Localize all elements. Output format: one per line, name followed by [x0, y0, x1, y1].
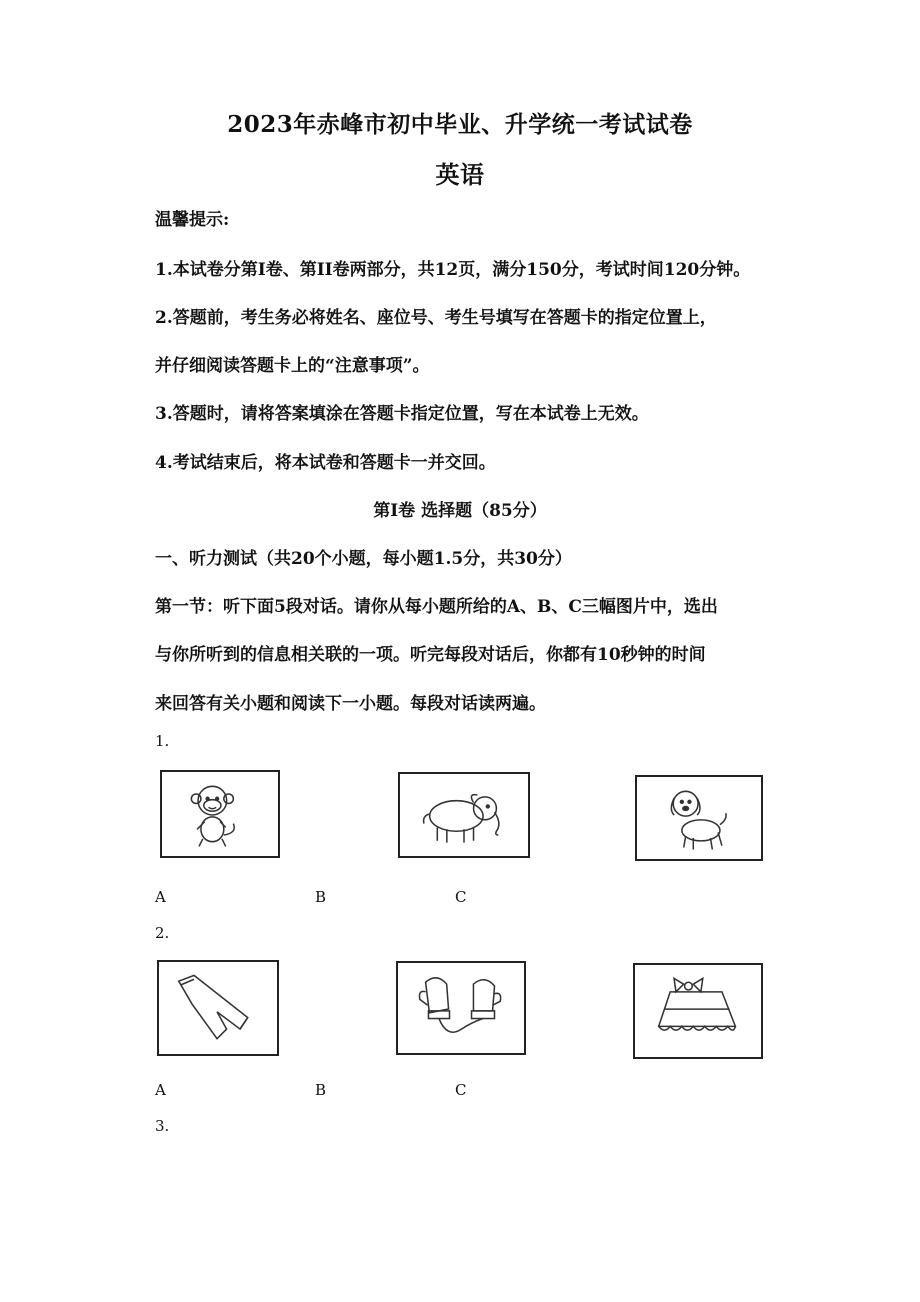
notice-item-2: 2.答题前，考生务必将姓名、座位号、考生号填写在答题卡的指定位置上， — [155, 308, 717, 328]
mittens-icon — [398, 963, 524, 1053]
dog-icon — [637, 777, 761, 859]
q1-option-c[interactable]: C — [455, 888, 467, 906]
q1-option-a[interactable]: A — [155, 888, 166, 906]
notice-item-4: 4.考试结束后，将本试卷和答题卡一并交回。 — [155, 453, 496, 473]
q2-picture-b[interactable] — [396, 961, 526, 1055]
instruction-line-2: 与你所听到的信息相关联的一项。听完每段对话后，你都有10秒钟的时间 — [155, 645, 706, 665]
instruction-line-3: 来回答有关小题和阅读下一小题。每段对话读两遍。 — [155, 694, 546, 714]
elephant-icon — [400, 774, 528, 856]
monkey-icon — [162, 772, 278, 856]
subject-title: 英语 — [435, 160, 485, 189]
trousers-icon — [159, 962, 277, 1054]
q2-picture-a[interactable] — [157, 960, 279, 1056]
listening-title: 一、听力测试（共20个小题，每小题1.5分，共30分） — [155, 549, 572, 569]
q2-option-c[interactable]: C — [455, 1081, 467, 1099]
notice-item-3: 3.答题时，请将答案填涂在答题卡指定位置，写在本试卷上无效。 — [155, 404, 649, 424]
q2-option-a[interactable]: A — [155, 1081, 166, 1099]
exam-title: 2023年赤峰市初中毕业、升学统一考试试卷 — [227, 111, 693, 138]
q1-option-b[interactable]: B — [315, 888, 327, 906]
notice-item-2-cont: 并仔细阅读答题卡上的“注意事项”。 — [155, 356, 430, 376]
q1-picture-b[interactable] — [398, 772, 530, 858]
q2-option-b[interactable]: B — [315, 1081, 327, 1099]
part-title: 第I卷 选择题（85分） — [373, 501, 547, 521]
question-number: 2. — [155, 924, 170, 942]
question-number: 1. — [155, 732, 170, 750]
question-number: 3. — [155, 1117, 170, 1135]
q2-picture-c[interactable] — [633, 963, 763, 1059]
notice-item-1: 1.本试卷分第I卷、第II卷两部分，共12页，满分150分，考试时间120分钟。 — [155, 260, 751, 280]
q1-picture-a[interactable] — [160, 770, 280, 858]
skirt-icon — [635, 965, 761, 1057]
notice-heading: 温馨提示: — [155, 210, 230, 230]
q1-picture-c[interactable] — [635, 775, 763, 861]
instruction-line-1: 第一节：听下面5段对话。请你从每小题所给的A、B、C三幅图片中，选出 — [155, 597, 718, 617]
